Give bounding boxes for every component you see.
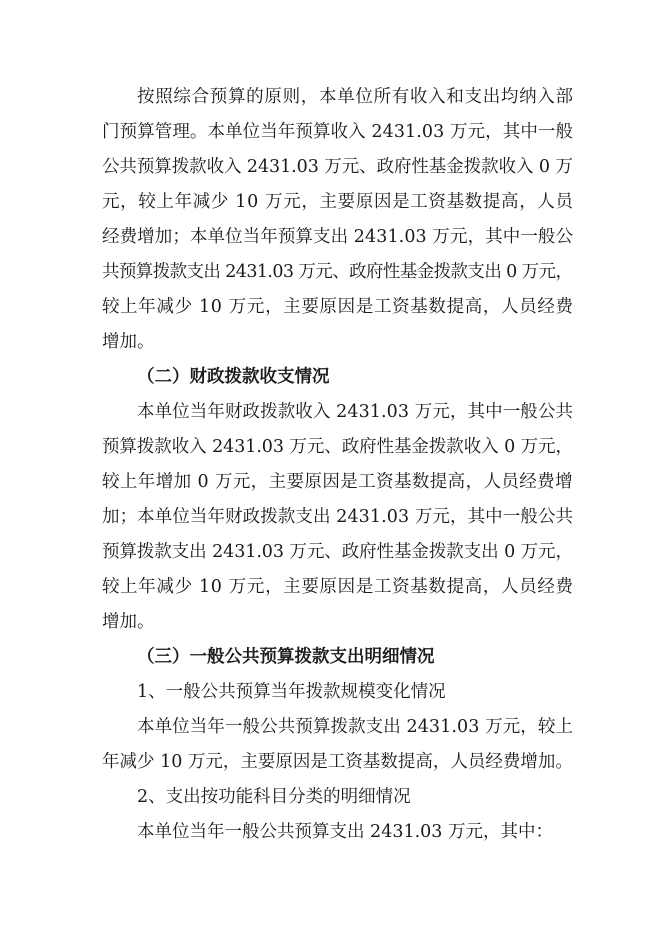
paragraph-line: 预算拨款支出 2431.03 万元、政府性基金拨款支出 0 万元，	[102, 542, 573, 562]
paragraph-line: 门预算管理。本单位当年预算收入 2431.03 万元，其中一般	[102, 122, 574, 142]
paragraph-line: 增加。	[102, 612, 155, 632]
paragraph-line: 本单位当年财政拨款收入 2431.03 万元，其中一般公共	[137, 402, 574, 422]
paragraph-line: 预算拨款收入 2431.03 万元、政府性基金拨款收入 0 万元，	[102, 437, 573, 457]
paragraph-line: 共预算拨款支出 2431.03 万元、政府性基金拨款支出 0 万元，	[102, 262, 573, 282]
paragraph-line: 经费增加；本单位当年预算支出 2431.03 万元，其中一般公	[102, 227, 574, 247]
paragraph-line: 加；本单位当年财政拨款支出 2431.03 万元，其中一般公共	[102, 507, 574, 527]
subsection-heading: 1、一般公共预算当年拨款规模变化情况	[137, 682, 446, 702]
subsection-heading: 2、支出按功能科目分类的明细情况	[137, 787, 411, 807]
section-heading: （三）一般公共预算拨款支出明细情况	[137, 647, 435, 667]
section-heading: （二）财政拨款收支情况	[137, 367, 330, 387]
paragraph-line: 本单位当年一般公共预算支出 2431.03 万元，其中：	[137, 822, 553, 842]
paragraph-line: 本单位当年一般公共预算拨款支出 2431.03 万元，较上	[137, 717, 574, 737]
paragraph-line: 增加。	[102, 332, 155, 352]
paragraph-line: 年减少 10 万元，主要原因是工资基数提高，人员经费增加。	[102, 752, 573, 772]
paragraph-line: 元，较上年减少 10 万元，主要原因是工资基数提高，人员	[102, 192, 574, 212]
paragraph-line: 较上年减少 10 万元，主要原因是工资基数提高，人员经费	[102, 297, 574, 317]
paragraph-line: 按照综合预算的原则，本单位所有收入和支出均纳入部	[137, 87, 574, 107]
paragraph-line: 较上年增加 0 万元，主要原因是工资基数提高，人员经费增	[102, 472, 573, 492]
paragraph-line: 公共预算拨款收入 2431.03 万元、政府性基金拨款收入 0 万	[102, 157, 573, 177]
paragraph-line: 较上年减少 10 万元，主要原因是工资基数提高，人员经费	[102, 577, 574, 597]
